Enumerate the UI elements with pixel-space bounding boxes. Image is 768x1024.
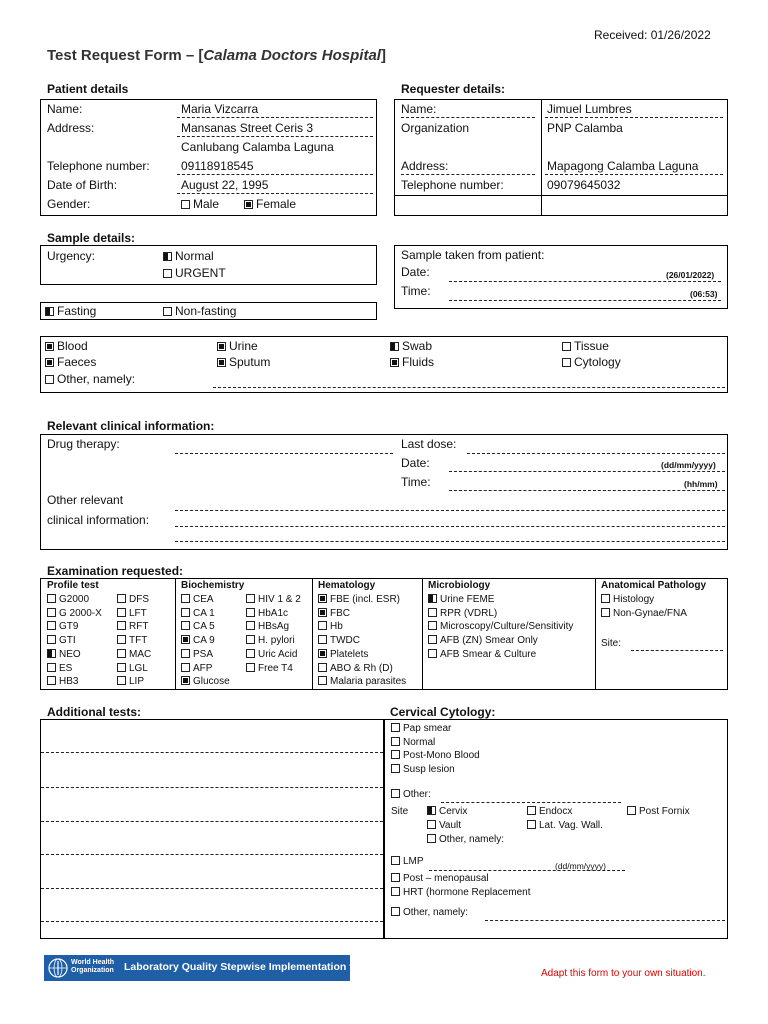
profile-test-title: Profile test [47, 580, 99, 591]
exam-option[interactable]: HbA1c [246, 607, 301, 621]
requester-address-value[interactable]: Mapagong Calamba Laguna [547, 159, 699, 173]
exam-option[interactable]: CEA [181, 593, 230, 607]
additional-field-3[interactable] [41, 821, 383, 822]
requester-phone-label: Telephone number: [401, 178, 504, 192]
sample-time-value[interactable]: (06:53) [690, 289, 718, 299]
cervical-other-namely-field[interactable] [485, 920, 725, 921]
nonfasting-option[interactable]: Non-fasting [163, 304, 236, 318]
exam-option[interactable]: GT9 [47, 620, 102, 634]
type-fluids-option[interactable]: Fluids [390, 355, 434, 369]
lmp-option[interactable]: LMP [391, 855, 424, 869]
patient-phone-label: Telephone number: [47, 159, 150, 173]
clinical-info-box [40, 434, 728, 550]
drug-therapy-label: Drug therapy: [47, 437, 120, 451]
exam-option[interactable]: Hb [318, 620, 406, 634]
requester-name-value[interactable]: Jimuel Lumbres [547, 102, 632, 116]
post-meno-option[interactable]: Post – menopausal [391, 872, 489, 886]
checkbox-checked-icon [163, 252, 172, 261]
cervical-other-field[interactable] [441, 802, 621, 803]
patient-address-line2[interactable]: Canlubang Calamba Laguna [181, 140, 334, 154]
type-urine-option[interactable]: Urine [217, 339, 258, 353]
checkbox-checked-icon [45, 342, 54, 351]
patient-name-label: Name: [47, 102, 83, 116]
site-endocx-option[interactable]: Endocx [527, 805, 572, 819]
clinical-section-title: Relevant clinical information: [47, 419, 215, 433]
checkbox-checked-icon [45, 307, 54, 316]
other-clinical-label-2: clinical information: [47, 513, 150, 527]
exam-option[interactable]: ABO & Rh (D) [318, 662, 406, 676]
checkbox-icon [45, 375, 54, 384]
exam-option[interactable]: Malaria parasites [318, 675, 406, 689]
exam-option[interactable]: DFS [117, 593, 151, 607]
anatomical-pathology-title: Anatomical Pathology [601, 580, 707, 591]
exam-option[interactable]: G 2000-X [47, 607, 102, 621]
cervical-site-label: Site [391, 806, 409, 817]
requester-address-label: Address: [401, 159, 449, 173]
type-other-field[interactable] [213, 387, 725, 388]
exam-option[interactable]: TFT [117, 634, 151, 648]
clinical-date-label: Date: [401, 456, 430, 470]
patient-name-value[interactable]: Maria Vizcarra [181, 102, 259, 116]
cervical-option[interactable]: Post-Mono Blood [391, 749, 480, 763]
exam-section-title: Examination requested: [47, 564, 184, 578]
clinical-date-hint: (dd/mm/yyyy) [661, 460, 716, 470]
checkbox-icon [163, 269, 172, 278]
urgency-urgent-option[interactable]: URGENT [163, 266, 226, 280]
anat-site-label: Site: [601, 638, 622, 649]
cervical-section-title: Cervical Cytology: [390, 705, 496, 719]
additional-field-5[interactable] [41, 888, 383, 889]
bio-col-a [181, 593, 230, 689]
cervical-options [391, 722, 480, 777]
checkbox-icon [181, 200, 190, 209]
exam-option-urine-feme[interactable]: Urine FEME [428, 593, 573, 607]
clinical-time-field[interactable] [449, 490, 725, 491]
received-date: Received: 01/26/2022 [594, 28, 711, 42]
exam-option[interactable]: HIV 1 & 2 [246, 593, 301, 607]
micro-col [428, 593, 573, 662]
exam-option-glucose[interactable]: Glucose [181, 675, 230, 689]
site-lat-vag-option[interactable]: Lat. Vag. Wall. [527, 819, 603, 833]
gender-female-option[interactable]: Female [244, 197, 296, 211]
checkbox-checked-icon [217, 342, 226, 351]
checkbox-icon [163, 307, 172, 316]
additional-field-6[interactable] [41, 921, 383, 922]
checkbox-icon [562, 342, 571, 351]
exam-option[interactable]: H. pylori [246, 634, 301, 648]
additional-field-1[interactable] [41, 752, 383, 753]
lqsi-title: Laboratory Quality Stepwise Implementation tool [124, 961, 369, 973]
biochemistry-title: Biochemistry [181, 580, 245, 591]
anat-col [601, 593, 687, 620]
cervical-option[interactable]: Normal [391, 736, 480, 750]
sample-date-value[interactable]: (26/01/2022) [666, 270, 715, 280]
type-other-option[interactable]: Other, namely: [45, 372, 135, 386]
who-lqsi-banner [44, 955, 369, 981]
cervical-other-namely-option[interactable]: Other, namely: [391, 906, 468, 920]
other-clinical-field-3[interactable] [175, 541, 725, 542]
additional-field-4[interactable] [41, 854, 383, 855]
patient-address-label: Address: [47, 121, 95, 135]
patient-phone-value[interactable]: 09118918545 [181, 159, 254, 173]
other-clinical-field-2[interactable] [175, 526, 725, 527]
type-blood-option[interactable]: Blood [45, 339, 88, 353]
hema-col [318, 593, 406, 689]
patient-address-line1[interactable]: Mansanas Street Ceris 3 [181, 121, 314, 135]
exam-option[interactable]: LIP [117, 675, 151, 689]
exam-option[interactable]: TWDC [318, 634, 406, 648]
last-dose-field[interactable] [467, 453, 725, 454]
lmp-hint: (dd/mm/yyyy) [555, 861, 606, 871]
exam-option[interactable]: Uric Acid [246, 648, 301, 662]
bio-col-b [246, 593, 301, 675]
cervical-option[interactable]: Pap smear [391, 722, 480, 736]
exam-option[interactable]: HBsAg [246, 620, 301, 634]
cervical-option[interactable]: Susp lesion [391, 763, 480, 777]
clinical-time-hint: (hh/mm) [684, 479, 718, 489]
exam-option[interactable]: HB3 [47, 675, 102, 689]
page-title: Test Request Form – [Calama Doctors Hospital] [47, 47, 386, 64]
drug-therapy-field[interactable] [175, 453, 393, 454]
other-clinical-field-1[interactable] [175, 510, 725, 511]
checkbox-checked-icon [244, 200, 253, 209]
exam-option[interactable]: AFB Smear & Culture [428, 648, 573, 662]
sample-types-box [40, 336, 728, 393]
checkbox-checked-icon [390, 358, 399, 367]
requester-name-label: Name: [401, 102, 437, 116]
who-name: World Health Organization [71, 959, 115, 974]
sample-section-title: Sample details: [47, 231, 136, 245]
checkbox-checked-icon [217, 358, 226, 367]
exam-option[interactable]: Histology [601, 593, 687, 607]
gender-male-option[interactable]: Male [181, 197, 219, 211]
exam-option[interactable]: AFB (ZN) Smear Only [428, 634, 573, 648]
type-cytology-option[interactable]: Cytology [562, 355, 621, 369]
exam-option[interactable]: GTI [47, 634, 102, 648]
profile-col-a [47, 593, 102, 689]
patient-gender-label: Gender: [47, 197, 91, 211]
site-post-fornix-option[interactable]: Post Fornix [627, 805, 690, 819]
exam-option[interactable]: CA 5 [181, 620, 230, 634]
exam-option-fbe[interactable]: FBE (incl. ESR) [318, 593, 406, 607]
site-other-option[interactable]: Other, namely: [427, 833, 504, 847]
clinical-time-label: Time: [401, 475, 431, 489]
exam-option-neo[interactable]: NEO [47, 648, 102, 662]
other-clinical-label-1: Other relevant [47, 493, 124, 507]
checkbox-checked-icon [390, 342, 399, 351]
sample-date-label: Date: [401, 265, 430, 279]
site-vault-option[interactable]: Vault [427, 819, 461, 833]
additional-tests-box [40, 719, 384, 939]
checkbox-checked-icon [45, 358, 54, 367]
requester-section-title: Requester details: [401, 82, 506, 96]
patient-details-box [40, 99, 377, 216]
exam-option[interactable]: LGL [117, 662, 151, 676]
clinical-date-field[interactable] [449, 471, 725, 472]
fasting-box [40, 302, 377, 320]
exam-option-ca9[interactable]: CA 9 [181, 634, 230, 648]
requester-org-value[interactable]: PNP Calamba [547, 121, 623, 135]
sample-taken-box [394, 245, 728, 309]
anat-site-field[interactable] [631, 650, 723, 651]
fasting-option[interactable]: Fasting [45, 304, 96, 318]
sample-taken-label: Sample taken from patient: [401, 248, 545, 262]
hematology-title: Hematology [318, 580, 376, 591]
exam-option[interactable]: Microscopy/Culture/Sensitivity [428, 620, 573, 634]
patient-section-title: Patient details [47, 82, 129, 96]
urgency-box [40, 245, 377, 285]
patient-dob-label: Date of Birth: [47, 178, 118, 192]
exam-option[interactable]: RPR (VDRL) [428, 607, 573, 621]
exam-option[interactable]: PSA [181, 648, 230, 662]
requester-phone-value[interactable]: 09079645032 [547, 178, 621, 192]
microbiology-title: Microbiology [428, 580, 491, 591]
type-swab-option[interactable]: Swab [390, 339, 432, 353]
exam-option[interactable]: G2000 [47, 593, 102, 607]
cervical-cytology-box [384, 719, 728, 939]
urgency-normal-option[interactable]: Normal [163, 249, 214, 263]
exam-box [40, 578, 728, 690]
additional-section-title: Additional tests: [47, 705, 142, 719]
who-logo-icon [48, 958, 68, 978]
exam-option[interactable]: ES [47, 662, 102, 676]
checkbox-icon [562, 358, 571, 367]
adapt-note: Adapt this form to your own situation. [541, 968, 706, 979]
type-tissue-option[interactable]: Tissue [562, 339, 609, 353]
exam-option-fbc[interactable]: FBC [318, 607, 406, 621]
site-cervix-option[interactable]: Cervix [427, 805, 467, 819]
hrt-option[interactable]: HRT (hormone Replacement [391, 886, 530, 900]
cervical-other-option[interactable]: Other: [391, 788, 431, 802]
type-faeces-option[interactable]: Faeces [45, 355, 96, 369]
type-sputum-option[interactable]: Sputum [217, 355, 270, 369]
additional-field-2[interactable] [41, 787, 383, 788]
exam-option[interactable]: AFP [181, 662, 230, 676]
hospital-name: Calama Doctors Hospital [203, 47, 381, 64]
patient-dob-value[interactable]: August 22, 1995 [181, 178, 269, 192]
last-dose-label: Last dose: [401, 437, 457, 451]
urgency-label: Urgency: [47, 249, 96, 263]
exam-option[interactable]: Free T4 [246, 662, 301, 676]
exam-option[interactable]: RFT [117, 620, 151, 634]
requester-details-box [394, 99, 728, 216]
exam-option[interactable]: Non-Gynae/FNA [601, 607, 687, 621]
sample-time-label: Time: [401, 284, 431, 298]
profile-col-b [117, 593, 151, 689]
exam-option[interactable]: CA 1 [181, 607, 230, 621]
exam-option-platelets[interactable]: Platelets [318, 648, 406, 662]
exam-option[interactable]: MAC [117, 648, 151, 662]
exam-option[interactable]: LFT [117, 607, 151, 621]
requester-org-label: Organization [401, 121, 470, 135]
